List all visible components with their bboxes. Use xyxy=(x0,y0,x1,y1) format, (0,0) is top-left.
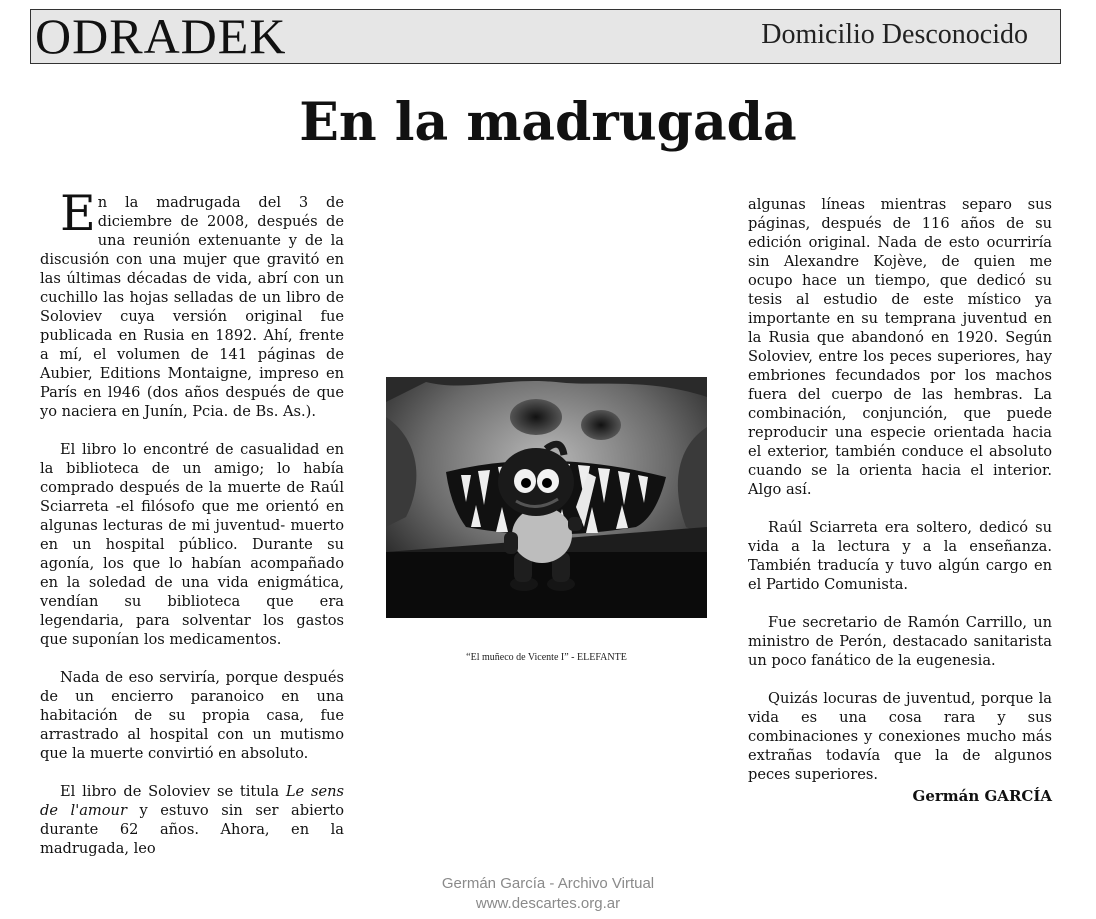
article-photo xyxy=(386,377,707,618)
paragraph-3: Nada de eso serviría, porque después de un encierro paranoico en una habitación de su propia casa, fue arrastrado al hospital con un mutismo que la muerte convirtió en absoluto. xyxy=(40,669,344,762)
page-footer xyxy=(0,874,1096,914)
author-signature: Germán GARCÍA xyxy=(912,787,1052,805)
paragraph-2: El libro lo encontré de casualidad en la biblioteca de un amigo; lo había comprado después de la muerte de Raúl Sciarreta -el filósofo que me orientó en algunas lecturas de mi juventud- muerto en un hospital público. Durante su agonía, los que lo habían acompañado en la soledad de una vida enigmática, vendían su biblioteca que era legendaria, para solventar los gastos que suponían los medicamentos. xyxy=(40,441,344,648)
book-title: Le sens de l'amour xyxy=(40,783,344,819)
footer-website-link[interactable]: www.descartes.org.ar xyxy=(475,895,621,912)
paragraph-4-text-b: y estuvo sin ser abierto durante 62 años. Ahora, en la madrugada, leo xyxy=(40,802,344,857)
paragraph-7: Fue secretario de Ramón Carrillo, un ministro de Perón, destacado sanitarista un poco fanático de la eugenesia. xyxy=(748,614,1052,669)
footer-archive: Germán García - Archivo Virtual xyxy=(441,875,655,892)
article-title: En la madrugada xyxy=(299,92,797,153)
paragraph-8: Quizás locuras de juventud, porque la vida es una cosa rara y sus combinaciones y conexiones mucho más extrañas todavía que la de algunos peces superiores. xyxy=(748,690,1052,783)
paragraph-4 xyxy=(40,782,344,858)
paragraph-6: Raúl Sciarreta era soltero, dedicó su vida a la lectura y a la enseñanza. También traducía y tuvo algún cargo en el Partido Comunista. xyxy=(748,519,1052,593)
right-column xyxy=(748,195,1052,803)
masthead xyxy=(30,9,1061,64)
paragraph-5: algunas líneas mientras separo sus páginas, después de 116 años de su edición original. Nada de esto ocurriría sin Alexandre Kojève, de quien me ocupo hace un tiempo, que dedicó su tesis al estudio de este místico ya importante en su temprana juventud en la Rusia que abandonó en 1920. Según Soloviev, entre los peces superiores, hay embriones fecundados por los machos fuera del cuerpo de las hembras. La combinación, conjunción, que puede reproducir una especie orientada hacia el exterior, también conduce el absoluto cuando se la orienta hacia el interior. Algo así. xyxy=(748,196,1052,498)
masthead-section: Domicilio Desconocido xyxy=(761,19,1028,50)
paragraph-1 xyxy=(40,185,344,421)
paragraph-4-text-a: El libro de Soloviev se titula xyxy=(60,783,286,800)
photo-caption: “El muñeco de Vicente I” - ELEFANTE xyxy=(466,652,627,663)
paragraph-1-text: n la madrugada del 3 de diciembre de 2008, después de una reunión extenuante y de la discusión con una mujer que gravitó en las últimas décadas de vida, abrí con un cuchillo las hojas selladas de un libro de Soloviev cuya versión original fue publicada en Rusia en 1892. Ahí, frente a mí, el volumen de 141 páginas de Aubier, Editions Montaigne, impreso en París en l946 (dos años después de que yo naciera en Junín, Pcia. de Bs. As.). xyxy=(40,194,344,420)
masthead-brand: ODRADEK xyxy=(35,8,287,64)
photo-toy-figure-illustration xyxy=(386,377,707,618)
left-column xyxy=(40,185,344,877)
drop-cap: E xyxy=(60,185,96,242)
